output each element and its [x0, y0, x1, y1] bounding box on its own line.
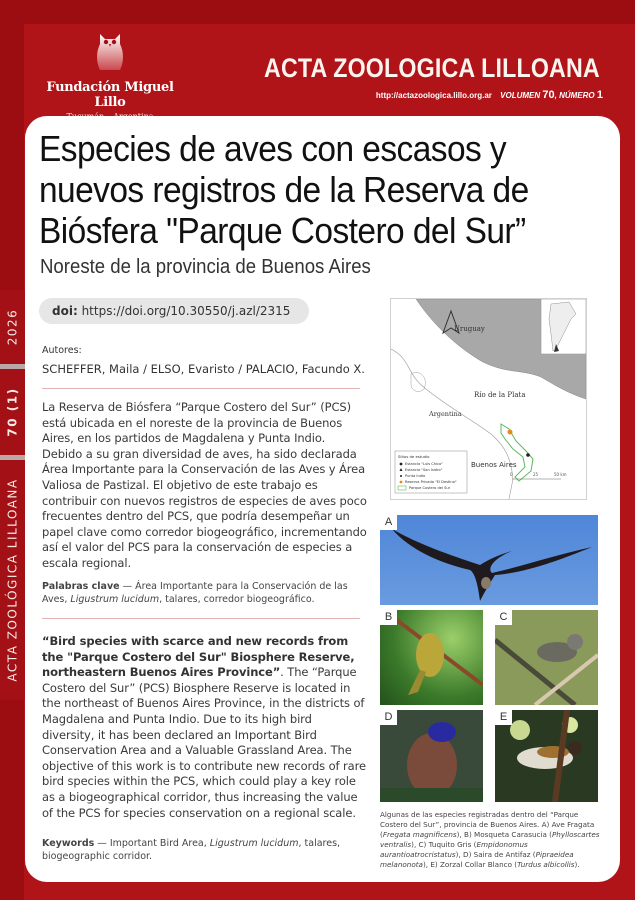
issue-number: 1: [596, 89, 603, 101]
photo-b-tyrannulet: [380, 610, 483, 705]
photo-e-white-necked-thrush: [495, 710, 598, 802]
photo-label: A: [380, 515, 397, 530]
journal-url[interactable]: http://actazoologica.lillo.org.ar: [375, 91, 492, 100]
abstract-en: [42, 634, 367, 821]
svg-text:Estancia "San Isidro": Estancia "San Isidro": [405, 468, 443, 472]
photo-label: D: [380, 710, 397, 725]
foundation-logo: [40, 30, 180, 125]
caption-text: ).: [574, 860, 580, 869]
svg-text:Reserva Privada "El Destino": Reserva Privada "El Destino": [405, 480, 457, 484]
owl-icon: [94, 30, 126, 72]
issue-label: , NÚMERO: [554, 91, 595, 100]
volume-label: VOLUMEN: [500, 91, 541, 100]
journal-meta: [376, 89, 603, 101]
spine-journal-text: ACTA ZOOLÓGICA LILLOANA: [5, 478, 20, 682]
divider: [42, 388, 360, 389]
abstract-en-text: . The “Parque Costero del Sur” (PCS) Biosphere Reserve is located in the northeast of Buenos Aires Province, in the districts of Magdalena and Punta Indio. Due to its high bird diversity, it has been declared an Important Bird Conservation Area and a Valuable Grassland Area. The objective of this work is to contribute new records of rare bird species within the PCS, which could play a key role as a biogeographical corridor, thus increasing the value of the PCS for species conservation on a regional scale.: [42, 665, 366, 820]
svg-text:Punta Indio: Punta Indio: [405, 474, 426, 478]
foundation-name: Fundación Miguel Lillo: [46, 80, 174, 110]
keywords-en-species: Ligustrum lucidum: [209, 838, 299, 849]
divider: [42, 618, 360, 619]
caption-text: ), B) Mosqueta Carasucia (: [456, 830, 552, 839]
svg-text:Buenos Aires: Buenos Aires: [471, 461, 517, 469]
svg-text:Parque Costero del Sur: Parque Costero del Sur: [409, 486, 451, 490]
spine-journal: [0, 460, 25, 700]
doi-badge[interactable]: [39, 298, 309, 324]
keywords-en-label: Keywords: [42, 838, 95, 849]
svg-text:25: 25: [533, 472, 539, 477]
photo-label: C: [495, 610, 512, 625]
keywords-es-label: Palabras clave: [42, 581, 120, 592]
keywords-es-species: Ligustrum lucidum: [70, 594, 160, 605]
caption-text: ), D) Saira de Antifaz (: [455, 850, 536, 859]
spine-year-text: 2026: [5, 308, 20, 346]
article-title: Especies de aves con escasos y nuevos registros de la Reserva de Biósfera "Parque Costero del Sur”: [39, 128, 529, 251]
doi-label: doi:: [52, 304, 78, 318]
journal-title: ACTA ZOOLOGICA LILLOANA: [264, 53, 600, 83]
keywords-en: [42, 837, 367, 863]
keywords-en-text: — Important Bird Area,: [94, 838, 210, 849]
english-title: “Bird species with scarce and new records from the "Parque Costero del Sur" Biosphere Reserve, northeastern Buenos Aires Province”: [42, 634, 355, 680]
photo-a-frigatebird: [380, 515, 598, 605]
article-subtitle: Noreste de la provincia de Buenos Aires: [40, 256, 371, 278]
photo-c-crowned-slaty-flycatcher: [495, 610, 598, 705]
figure-caption: [380, 810, 602, 870]
spine-volume: [0, 369, 25, 455]
photo-label: E: [495, 710, 512, 725]
spine-year: [0, 290, 25, 364]
doi-link[interactable]: https://doi.org/10.30550/j.azl/2315: [81, 304, 291, 318]
caption-species: Turdus albicollis: [517, 860, 575, 869]
photo-d-fawn-breasted-tanager: [380, 710, 483, 802]
authors-label: Autores:: [42, 345, 82, 356]
caption-species: Phylloscartes ventralis: [380, 830, 600, 849]
frigatebird-image: [380, 515, 598, 605]
svg-text:50 km: 50 km: [554, 472, 567, 477]
abstract-es: La Reserva de Biósfera “Parque Costero del Sur” (PCS) está ubicada en el noreste de la provincia de Buenos Aires, en los partidos de Magdalena y Punta Indio. Debido a su gran diversidad de aves, ha sido declarada Área Importante para la Conservación de las Aves y Área Valiosa de Pastizal. El objetivo de este trabajo es contribuir con nuevos registros de especies de aves poco frecuentes dentro del PCS, que podría desempeñar un papel clave como corredor biogeográfico, incrementando así el valor del PCS para la conservación de especies a escala regional.: [42, 400, 367, 570]
caption-species: Pipraeidea melanonota: [380, 850, 574, 869]
photo-label: B: [380, 610, 397, 625]
keywords-en-text-end: , talares, biogeographic corridor.: [42, 838, 341, 862]
map-graphic: [391, 299, 586, 499]
study-area-map: [390, 298, 587, 500]
map-label-uruguay: Uruguay: [454, 325, 485, 333]
caption-species: Fregata magnificens: [382, 830, 457, 839]
volume-number: 70: [542, 89, 555, 101]
keywords-es-text: — Área Importante para la Conservación de las Aves,: [42, 581, 348, 605]
caption-text: ), E) Zorzal Collar Blanco (: [422, 860, 518, 869]
keywords-es-text-end: , talares, corredor biogeográfico.: [159, 594, 315, 605]
spine: [0, 290, 25, 700]
caption-text: Algunas de las especies registradas dentro del “Parque Costero del Sur”, provincia de Buenos Aires. A) Ave Fragata (: [380, 810, 595, 839]
svg-text:Río de la Plata: Río de la Plata: [474, 391, 526, 399]
spine-volume-text: 70 (1): [5, 387, 20, 437]
svg-text:Argentina: Argentina: [429, 410, 462, 418]
svg-text:Sitios de estudio: Sitios de estudio: [398, 454, 430, 459]
svg-text:0: 0: [510, 472, 513, 477]
caption-text: ), C) Tuquito Gris (: [411, 840, 477, 849]
svg-text:Estancia "Luis Chico": Estancia "Luis Chico": [405, 462, 443, 466]
caption-species: Empidonomus aurantioatrocristatus: [380, 840, 528, 859]
keywords-es: [42, 580, 367, 606]
authors: SCHEFFER, Maila / ELSO, Evaristo / PALACIO, Facundo X.: [42, 362, 365, 376]
